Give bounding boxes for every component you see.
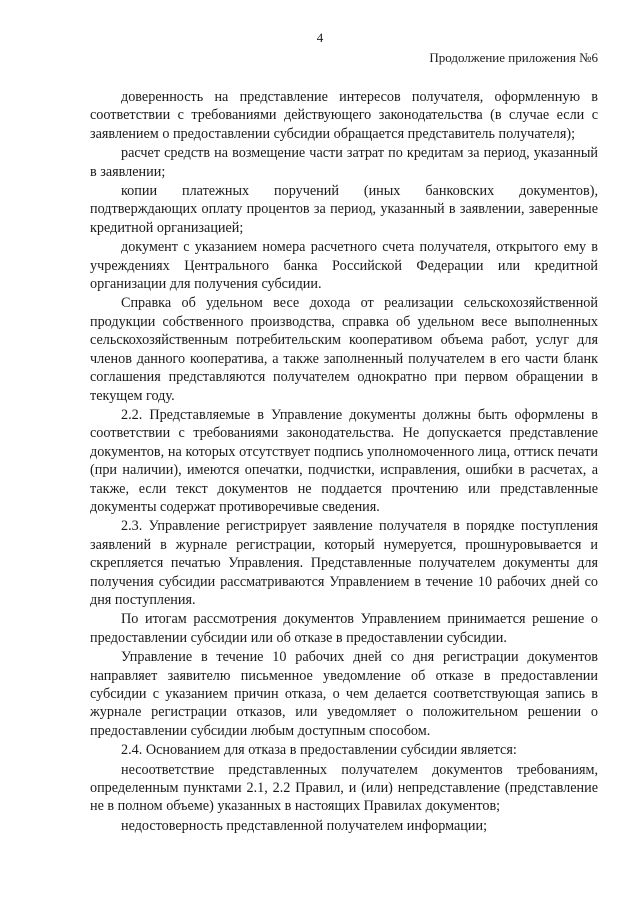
paragraph-payment-orders: копии платежных поручений (иных банковских документов), подтверждающих оплату процентов за период, указанный в заявлении, заверенные кредитной организацией; xyxy=(90,183,598,236)
paragraph-review-decision: По итогам рассмотрения документов Управлением принимается решение о предоставлении субсидии или об отказе в предоставлении субсидии. xyxy=(90,611,598,646)
paragraph-bank-account: документ с указанием номера расчетного счета получателя, открытого ему в учреждениях Центрального банка Российской Федерации или кредитной организации для получения субсидии. xyxy=(90,239,598,293)
paragraph-income-certificate: Справка об удельном весе дохода от реализации сельскохозяйственной продукции собственного производства, справка об удельном весе выполненных сельскохозяйственным потребительским кооперативом объема работ, услуг для членов данного кооператива, а также заполненный получателем в его части бланк соглашения представляются получателем однократно при первом обращении в текущем году. xyxy=(90,295,598,404)
paragraph-inaccurate-info: недостоверность представленной получателем информации; xyxy=(121,817,488,834)
appendix-note: Продолжение приложения №6 xyxy=(429,50,598,65)
paragraph-notification: Управление в течение 10 рабочих дней со дня регистрации документов направляет заявителю письменное уведомление об отказе в предоставлении субсидии с указанием причин отказа, о чем делается соответствующая запись в журнале регистрации отказов, или уведомляет о положительном решении о предоставлении субсидии любым доступным способом. xyxy=(90,649,598,739)
paragraph-power-of-attorney: доверенность на представление интересов получателя, оформленную в соответствии с требованиями действующего законодательства (в случае если с заявлением о предоставлении субсидии обращается представитель получателя); xyxy=(90,89,598,142)
document-body xyxy=(90,88,598,835)
paragraph-section-2-4: 2.4. Основанием для отказа в предоставлении субсидии является: xyxy=(121,742,517,759)
page-number: 4 xyxy=(316,30,324,45)
paragraph-section-2-2: 2.2. Представляемые в Управление документы должны быть оформлены в соответствии с требованиями законодательства. Не допускается представление документов, на которых отсутствует подпись уполномоченного лица, оттиск печати (при наличии), имеются опечатки, подчистки, исправления, ошибки в расчетах, а также, если текст документов не поддается прочтению или представленные документы содержат противоречивые сведения. xyxy=(90,406,598,515)
paragraph-noncompliance: несоответствие представленных получателем документов требованиям, определенным пунктами 2.1, 2.2 Правил, и (или) непредставление (представление не в полном объеме) указанных в настоящих Правилах документов; xyxy=(90,761,598,815)
paragraph-cost-calculation: расчет средств на возмещение части затрат по кредитам за период, указанный в заявлении; xyxy=(90,145,598,180)
paragraph-section-2-3: 2.3. Управление регистрирует заявление получателя в порядке поступления заявлений в журнале регистрации, который нумеруется, прошнуровывается и скрепляется печатью Управления. Представленные получателем документы для получения субсидии рассматриваются Управлением в течение 10 рабочих дней со дня поступления. xyxy=(90,518,598,608)
